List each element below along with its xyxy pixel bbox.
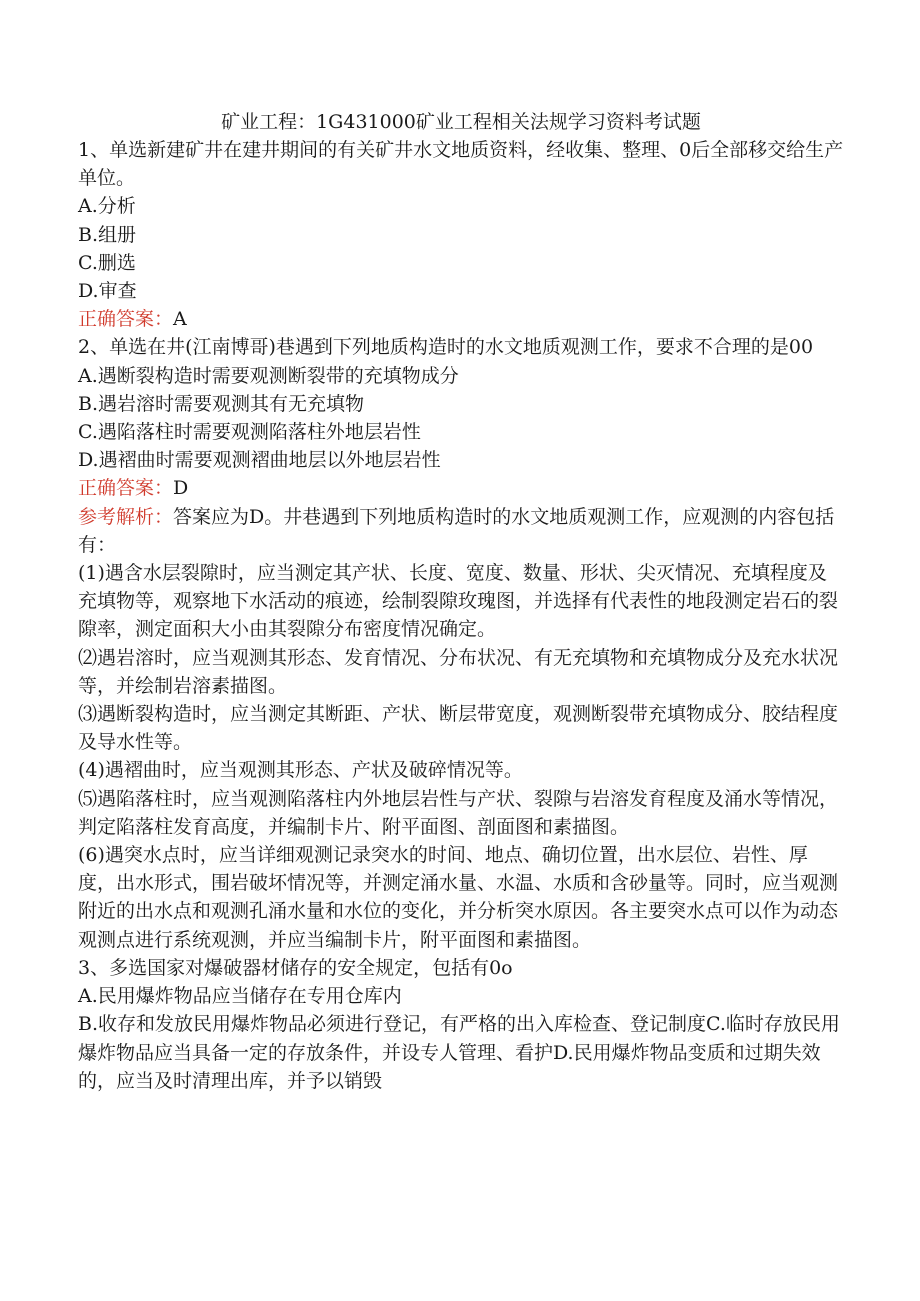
answer-label: 正确答案：	[78, 477, 174, 500]
question-1-stem: 1、单选新建矿井在建井期间的有关矿井水文地质资料，经收集、整理、0后全部移交给生产单位。	[78, 139, 844, 190]
question-2-analysis	[78, 503, 844, 559]
analysis-point-3: ⑶遇断裂构造时，应当测定其断距、产状、断层带宽度，观测断裂带充填物成分、胶结程度及导水性等。	[78, 703, 839, 754]
question-2-option-b: B.遇岩溶时需要观测其有无充填物	[78, 392, 365, 415]
answer-value: A	[173, 308, 187, 331]
question-1-option-d: D.审查	[78, 280, 137, 303]
question-1-option-c: C.删选	[78, 251, 136, 274]
answer-label: 正确答案：	[78, 308, 174, 331]
question-2-option-d: D.遇褶曲时需要观测褶曲地层以外地层岩性	[78, 449, 441, 472]
question-3-options-bcd: B.收存和发放民用爆炸物品必须进行登记，有严格的出入库检查、登记制度C.临时存放民用爆炸物品应当具备一定的存放条件，并设专人管理、看护D.民用爆炸物品变质和过期失效的，应当及时清理出库，并予以销毁	[78, 1013, 840, 1092]
document-title: 矿业工程：1G431000矿业工程相关法规学习资料考试题	[221, 111, 701, 133]
analysis-point-2: ⑵遇岩溶时，应当观测其形态、发育情况、分布状况、有无充填物和充填物成分及充水状况等，并绘制岩溶素描图。	[78, 646, 839, 697]
analysis-label: 参考解析：	[78, 505, 174, 528]
question-1	[78, 136, 844, 333]
question-1-option-b: B.组册	[78, 223, 137, 246]
analysis-point-5: ⑸遇陷落柱时，应当观测陷落柱内外地层岩性与产状、裂隙与岩溶发育程度及涌水等情况，判定陷落柱发育高度，并编制卡片、附平面图、剖面图和素描图。	[78, 787, 839, 838]
question-2-option-a: A.遇断裂构造时需要观测断裂带的充填物成分	[78, 364, 459, 387]
analysis-point-1: (1)遇含水层裂隙时，应当测定其产状、长度、宽度、数量、形状、尖灭情况、充填程度及充填物等，观察地下水活动的痕迹，绘制裂隙玫瑰图，并选择有代表性的地段测定岩石的裂隙率，测定面积大小由其裂隙分布密度情况确定。	[78, 562, 839, 641]
question-1-answer	[78, 305, 844, 333]
question-2-stem: 2、单选在井(江南博哥)巷遇到下列地质构造时的水文地质观测工作，要求不合理的是00	[78, 336, 814, 359]
question-3-stem: 3、多选国家对爆破器材储存的安全规定，包括有0o	[78, 956, 513, 979]
analysis-point-4: (4)遇褶曲时，应当观测其形态、产状及破碎情况等。	[78, 759, 523, 782]
document-page	[78, 108, 844, 1095]
question-2-option-c: C.遇陷落柱时需要观测陷落柱外地层岩性	[78, 421, 421, 444]
analysis-point-6: (6)遇突水点时，应当详细观测记录突水的时间、地点、确切位置，出水层位、岩性、厚度，出水形式，围岩破坏情况等，并测定涌水量、水温、水质和含砂量等。同时，应当观测附近的出水点和观测孔涌水量和水位的变化，并分析突水原因。各主要突水点可以作为动态观测点进行系统观测，并应当编制卡片，附平面图和素描图。	[78, 844, 839, 951]
question-2-answer	[78, 474, 844, 502]
answer-value: D	[173, 477, 189, 500]
question-1-option-a: A.分析	[78, 195, 136, 218]
question-2	[78, 333, 844, 953]
question-3	[78, 954, 844, 1095]
question-3-option-a: A.民用爆炸物品应当储存在专用仓库内	[78, 985, 402, 1008]
analysis-text: 答案应为D。井巷遇到下列地质构造时的水文地质观测工作，应观测的内容包括有：	[78, 505, 835, 556]
